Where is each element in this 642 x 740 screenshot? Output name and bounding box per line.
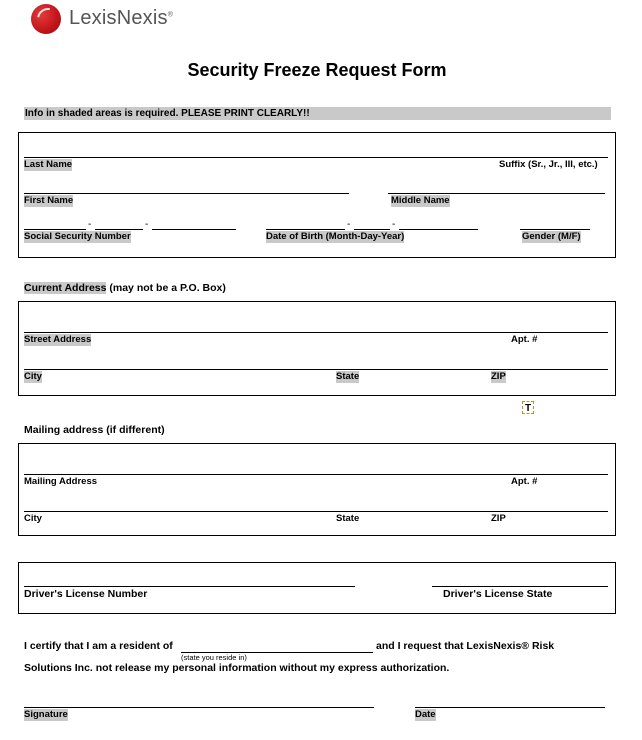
- middle-name-line[interactable]: [388, 193, 605, 194]
- logo-name: LexisNexis: [69, 7, 168, 29]
- dob-label: Date of Birth (Month-Day-Year): [266, 231, 405, 242]
- gender-label: Gender (M/F): [522, 231, 581, 242]
- mailing-address-label: Mailing Address: [24, 476, 98, 487]
- current-address-title-shaded: Current Address: [24, 282, 107, 294]
- mailing-apt-label: Apt. #: [511, 476, 538, 487]
- last-name-label: Last Name: [24, 159, 73, 170]
- mailing-address-line[interactable]: [24, 474, 608, 475]
- first-name-label: First Name: [24, 195, 74, 206]
- middle-name-label: Middle Name: [391, 195, 450, 206]
- mailing-zip-label: ZIP: [491, 513, 506, 524]
- license-number-line[interactable]: [24, 586, 355, 587]
- mailing-address-box: [18, 443, 616, 536]
- signature-line[interactable]: [24, 707, 374, 708]
- mailing-city-line[interactable]: [24, 511, 608, 512]
- last-name-line[interactable]: [24, 157, 608, 158]
- date-line[interactable]: [415, 707, 605, 708]
- dob-line-1[interactable]: [266, 229, 345, 230]
- banner-text: Info in shaded areas is required. PLEASE PRINT CLEARLY!!: [25, 108, 310, 119]
- ssn-dash-2: -: [145, 219, 149, 230]
- lexisnexis-logo-icon: [31, 4, 61, 34]
- mailing-address-title: Mailing address (if different): [24, 424, 165, 436]
- logo-arc-icon: [33, 4, 64, 35]
- ssn-dash-1: -: [88, 219, 92, 230]
- ssn-line-2[interactable]: [95, 229, 143, 230]
- license-state-label: Driver's License State: [443, 588, 553, 600]
- date-label: Date: [415, 709, 436, 720]
- dob-dash-1: -: [347, 219, 351, 230]
- certify-text-line2: Solutions Inc. not release my personal information without my express authorization.: [24, 662, 450, 674]
- signature-label: Signature: [24, 709, 68, 720]
- street-address-line[interactable]: [24, 332, 608, 333]
- suffix-label: Suffix (Sr., Jr., III, etc.): [499, 159, 598, 170]
- license-state-line[interactable]: [432, 586, 608, 587]
- certify-text-start: I certify that I am a resident of: [24, 640, 173, 652]
- state-hint: (state you reside in): [181, 653, 247, 662]
- text-field-marker[interactable]: T: [522, 401, 534, 414]
- logo-wordmark: [69, 7, 173, 30]
- current-state-label: State: [336, 371, 360, 382]
- mailing-state-label: State: [336, 513, 360, 524]
- logo-reg: ®: [167, 11, 174, 19]
- current-city-label: City: [24, 371, 42, 382]
- ssn-line-3[interactable]: [152, 229, 236, 230]
- dob-line-2[interactable]: [354, 229, 390, 230]
- required-info-banner: [24, 107, 611, 120]
- ssn-label: Social Security Number: [24, 231, 131, 242]
- street-address-label: Street Address: [24, 334, 92, 345]
- current-address-title-rest: (may not be a P.O. Box): [106, 282, 226, 294]
- current-address-title: [24, 282, 226, 294]
- dob-line-3[interactable]: [399, 229, 478, 230]
- dob-dash-2: -: [392, 219, 396, 230]
- current-city-line[interactable]: [24, 369, 608, 370]
- page-title: Security Freeze Request Form: [187, 60, 447, 80]
- current-address-box: [18, 301, 616, 396]
- current-zip-label: ZIP: [491, 371, 506, 382]
- current-apt-label: Apt. #: [511, 334, 538, 345]
- gender-line[interactable]: [520, 229, 590, 230]
- license-number-label: Driver's License Number: [24, 588, 148, 600]
- first-name-line[interactable]: [24, 193, 349, 194]
- ssn-line-1[interactable]: [24, 229, 86, 230]
- mailing-city-label: City: [24, 513, 42, 524]
- certify-text-end: and I request that LexisNexis® Risk: [376, 640, 555, 652]
